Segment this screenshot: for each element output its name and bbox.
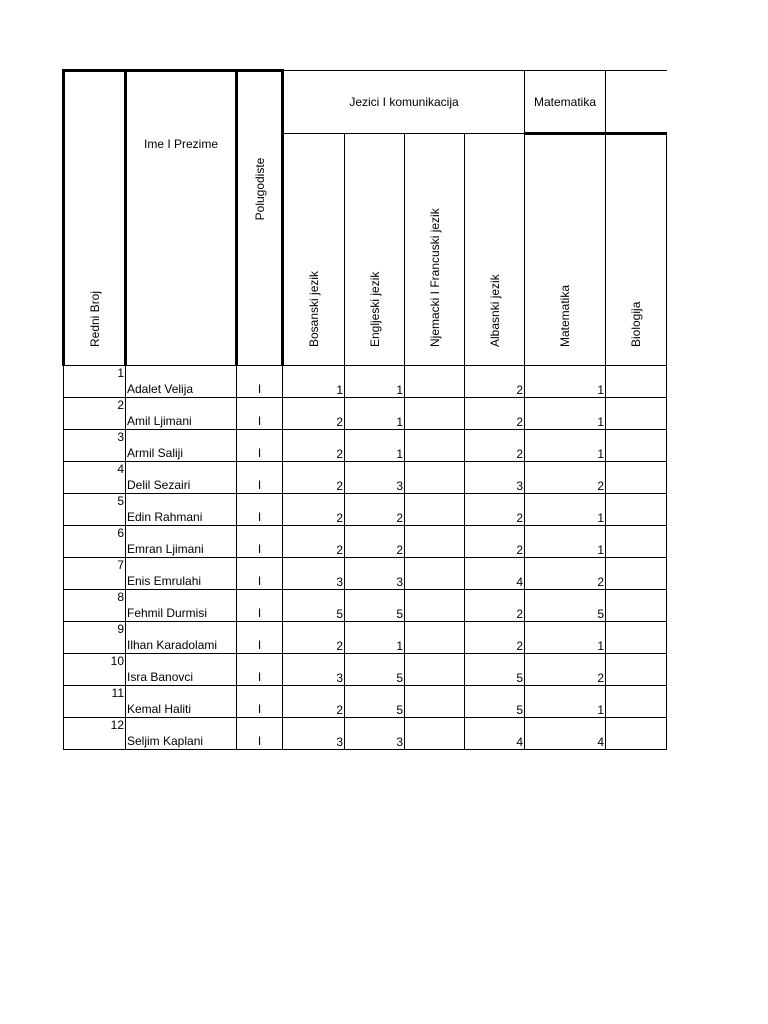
header-group-matematika-label: Matematika [533, 94, 597, 109]
table-row [64, 462, 667, 494]
header-subject[interactable] [465, 134, 525, 366]
table-row [64, 686, 667, 718]
table-row [64, 590, 667, 622]
grade-cell[interactable] [405, 430, 465, 462]
grade-cell[interactable] [405, 622, 465, 654]
header-group-row [64, 71, 667, 134]
table-row [64, 558, 667, 590]
grade-cell[interactable] [405, 558, 465, 590]
header-polugodiste[interactable] [237, 71, 283, 366]
grade-cell[interactable]: 2 [345, 526, 405, 558]
semester-cell[interactable]: I [237, 430, 283, 462]
header-group-matematika[interactable] [525, 71, 606, 134]
row-index-cell-value: 4 [117, 462, 124, 476]
grade-cell[interactable]: 1 [345, 622, 405, 654]
grade-cell[interactable]: 1 [525, 686, 606, 718]
student-name-cell[interactable]: Isra Banovci [126, 654, 237, 686]
header-ime-prezime[interactable] [126, 71, 237, 366]
grade-cell[interactable] [405, 494, 465, 526]
grade-cell[interactable]: 2 [465, 526, 525, 558]
header-group-jezici-label: Jezici I komunikacija [349, 95, 459, 109]
grade-cell[interactable] [405, 590, 465, 622]
row-index-cell[interactable] [64, 526, 126, 558]
header-group-empty[interactable] [606, 71, 667, 134]
table-row [64, 398, 667, 430]
grade-cell[interactable] [405, 366, 465, 398]
grade-cell[interactable]: 2 [465, 494, 525, 526]
semester-cell[interactable]: I [237, 366, 283, 398]
grade-cell[interactable]: 1 [525, 526, 606, 558]
row-index-cell-value: 6 [117, 526, 124, 540]
row-index-cell-value: 7 [117, 558, 124, 572]
grade-cell[interactable] [606, 366, 667, 398]
row-index-cell-value: 1 [117, 366, 124, 380]
row-index-cell[interactable] [64, 398, 126, 430]
row-index-cell-value: 11 [111, 686, 124, 700]
grade-cell[interactable]: 2 [465, 430, 525, 462]
grade-cell[interactable]: 1 [345, 366, 405, 398]
grade-cell[interactable] [606, 494, 667, 526]
header-subject-label: Njemacki I Francuski jezik [427, 208, 442, 347]
row-index-cell-value: 12 [110, 718, 124, 732]
header-redni-broj-label: Redni Broj [87, 290, 102, 347]
row-index-cell[interactable] [64, 366, 126, 398]
header-subject[interactable] [405, 134, 465, 366]
grade-cell[interactable]: 1 [345, 430, 405, 462]
header-subject-label: Bosanski jezik [307, 270, 321, 347]
grade-cell[interactable]: 3 [283, 718, 345, 750]
student-name-cell[interactable]: Fehmil Durmisi [126, 590, 237, 622]
row-index-cell-value: 3 [117, 430, 124, 444]
semester-cell[interactable]: I [237, 494, 283, 526]
grade-cell[interactable]: 2 [345, 494, 405, 526]
header-ime-prezime-label: Ime I Prezime [143, 137, 218, 151]
row-index-cell[interactable] [64, 622, 126, 654]
header-subject-label: Biologija [629, 301, 643, 347]
grade-cell[interactable]: 4 [525, 718, 606, 750]
grade-cell[interactable] [606, 558, 667, 590]
grade-cell[interactable]: 1 [525, 622, 606, 654]
grade-cell[interactable] [606, 718, 667, 750]
semester-cell[interactable]: I [237, 686, 283, 718]
table-row [64, 526, 667, 558]
student-name-cell[interactable]: Delil Sezairi [126, 462, 237, 494]
grade-cell[interactable] [405, 654, 465, 686]
row-index-cell[interactable] [64, 462, 126, 494]
grade-cell[interactable] [606, 686, 667, 718]
grade-cell[interactable] [606, 590, 667, 622]
grade-cell[interactable]: 2 [283, 398, 345, 430]
grade-cell[interactable]: 2 [525, 654, 606, 686]
semester-cell[interactable]: I [237, 526, 283, 558]
header-subject[interactable] [345, 134, 405, 366]
student-name-cell[interactable]: Enis Emrulahi [126, 558, 237, 590]
grade-cell[interactable] [606, 526, 667, 558]
row-index-cell[interactable] [64, 590, 126, 622]
row-index-cell[interactable] [64, 718, 126, 750]
header-subject[interactable] [525, 134, 606, 366]
grade-cell[interactable]: 2 [525, 558, 606, 590]
header-group-jezici[interactable] [283, 71, 525, 134]
student-name-cell[interactable]: Seljim Kaplani [126, 718, 237, 750]
grade-cell[interactable]: 4 [465, 718, 525, 750]
grade-cell[interactable]: 3 [283, 558, 345, 590]
row-index-cell-value: 10 [110, 654, 124, 668]
table-row [64, 622, 667, 654]
grade-cell[interactable]: 2 [465, 590, 525, 622]
grade-cell[interactable]: 1 [525, 398, 606, 430]
semester-cell[interactable]: I [237, 462, 283, 494]
grade-cell[interactable]: 2 [283, 430, 345, 462]
grade-cell[interactable]: 1 [525, 494, 606, 526]
row-index-cell[interactable] [64, 686, 126, 718]
student-name-cell[interactable]: Armil Saliji [126, 430, 237, 462]
grade-cell[interactable]: 1 [345, 398, 405, 430]
table-row [64, 654, 667, 686]
grade-cell[interactable]: 2 [283, 494, 345, 526]
grade-cell[interactable]: 5 [525, 590, 606, 622]
row-index-cell-value: 9 [117, 622, 124, 636]
table-row [64, 718, 667, 750]
grade-cell[interactable] [606, 462, 667, 494]
header-subject-label: Engljeski jezik [367, 271, 382, 347]
row-index-cell[interactable] [64, 430, 126, 462]
grade-cell[interactable]: 1 [525, 366, 606, 398]
header-subject[interactable] [283, 134, 345, 366]
grade-cell[interactable]: 5 [465, 686, 525, 718]
semester-cell[interactable]: I [237, 654, 283, 686]
row-index-cell[interactable] [64, 558, 126, 590]
grade-cell[interactable]: 2 [465, 622, 525, 654]
student-name-cell[interactable]: Amil Ljimani [126, 398, 237, 430]
grade-cell[interactable]: 2 [283, 526, 345, 558]
student-name-cell[interactable]: Emran Ljimani [126, 526, 237, 558]
header-subject-label: Matematika [558, 284, 572, 347]
header-subject-label: Albasnki jezik [487, 274, 502, 347]
row-index-cell-value: 5 [117, 494, 124, 508]
grade-cell[interactable]: 3 [465, 462, 525, 494]
student-name-cell[interactable]: Adalet Velija [126, 366, 237, 398]
grade-cell[interactable]: 3 [283, 654, 345, 686]
header-polugodiste-label: Polugodiste [252, 157, 267, 221]
table-row [64, 366, 667, 398]
grade-cell[interactable]: 2 [283, 686, 345, 718]
header-subject[interactable] [606, 134, 667, 366]
grade-cell[interactable]: 4 [465, 558, 525, 590]
grade-cell[interactable]: 2 [283, 622, 345, 654]
grade-cell[interactable]: 2 [283, 462, 345, 494]
grades-table [62, 69, 667, 750]
grade-cell[interactable]: 5 [345, 654, 405, 686]
grade-cell[interactable] [405, 718, 465, 750]
grade-cell[interactable]: 5 [465, 654, 525, 686]
semester-cell[interactable]: I [237, 622, 283, 654]
student-name-cell[interactable]: Edin Rahmani [126, 494, 237, 526]
grade-cell[interactable] [606, 654, 667, 686]
semester-cell[interactable]: I [237, 718, 283, 750]
row-index-cell[interactable] [64, 654, 126, 686]
grade-cell[interactable]: 1 [283, 366, 345, 398]
grade-cell[interactable]: 5 [345, 590, 405, 622]
student-name-cell[interactable]: Kemal Haliti [126, 686, 237, 718]
grade-cell[interactable]: 5 [345, 686, 405, 718]
table-row [64, 430, 667, 462]
grade-cell[interactable] [606, 398, 667, 430]
grade-cell[interactable]: 3 [345, 462, 405, 494]
grade-cell[interactable] [405, 398, 465, 430]
header-redni-broj[interactable] [64, 71, 126, 366]
grade-cell[interactable]: 5 [283, 590, 345, 622]
row-index-cell[interactable] [64, 494, 126, 526]
grade-cell[interactable]: 2 [525, 462, 606, 494]
grade-cell[interactable] [405, 462, 465, 494]
grade-cell[interactable]: 1 [525, 430, 606, 462]
grade-cell[interactable]: 3 [345, 718, 405, 750]
semester-cell[interactable]: I [237, 590, 283, 622]
semester-cell[interactable]: I [237, 398, 283, 430]
grade-cell[interactable] [405, 686, 465, 718]
grade-cell[interactable]: 3 [345, 558, 405, 590]
grade-cell[interactable] [606, 430, 667, 462]
grade-cell[interactable]: 2 [465, 398, 525, 430]
semester-cell[interactable]: I [237, 558, 283, 590]
grade-cell[interactable]: 2 [465, 366, 525, 398]
row-index-cell-value: 8 [117, 590, 124, 604]
grade-cell[interactable] [405, 526, 465, 558]
grade-cell[interactable] [606, 622, 667, 654]
row-index-cell-value: 2 [117, 398, 124, 412]
table-row [64, 494, 667, 526]
student-name-cell[interactable]: Ilhan Karadolami [126, 622, 237, 654]
